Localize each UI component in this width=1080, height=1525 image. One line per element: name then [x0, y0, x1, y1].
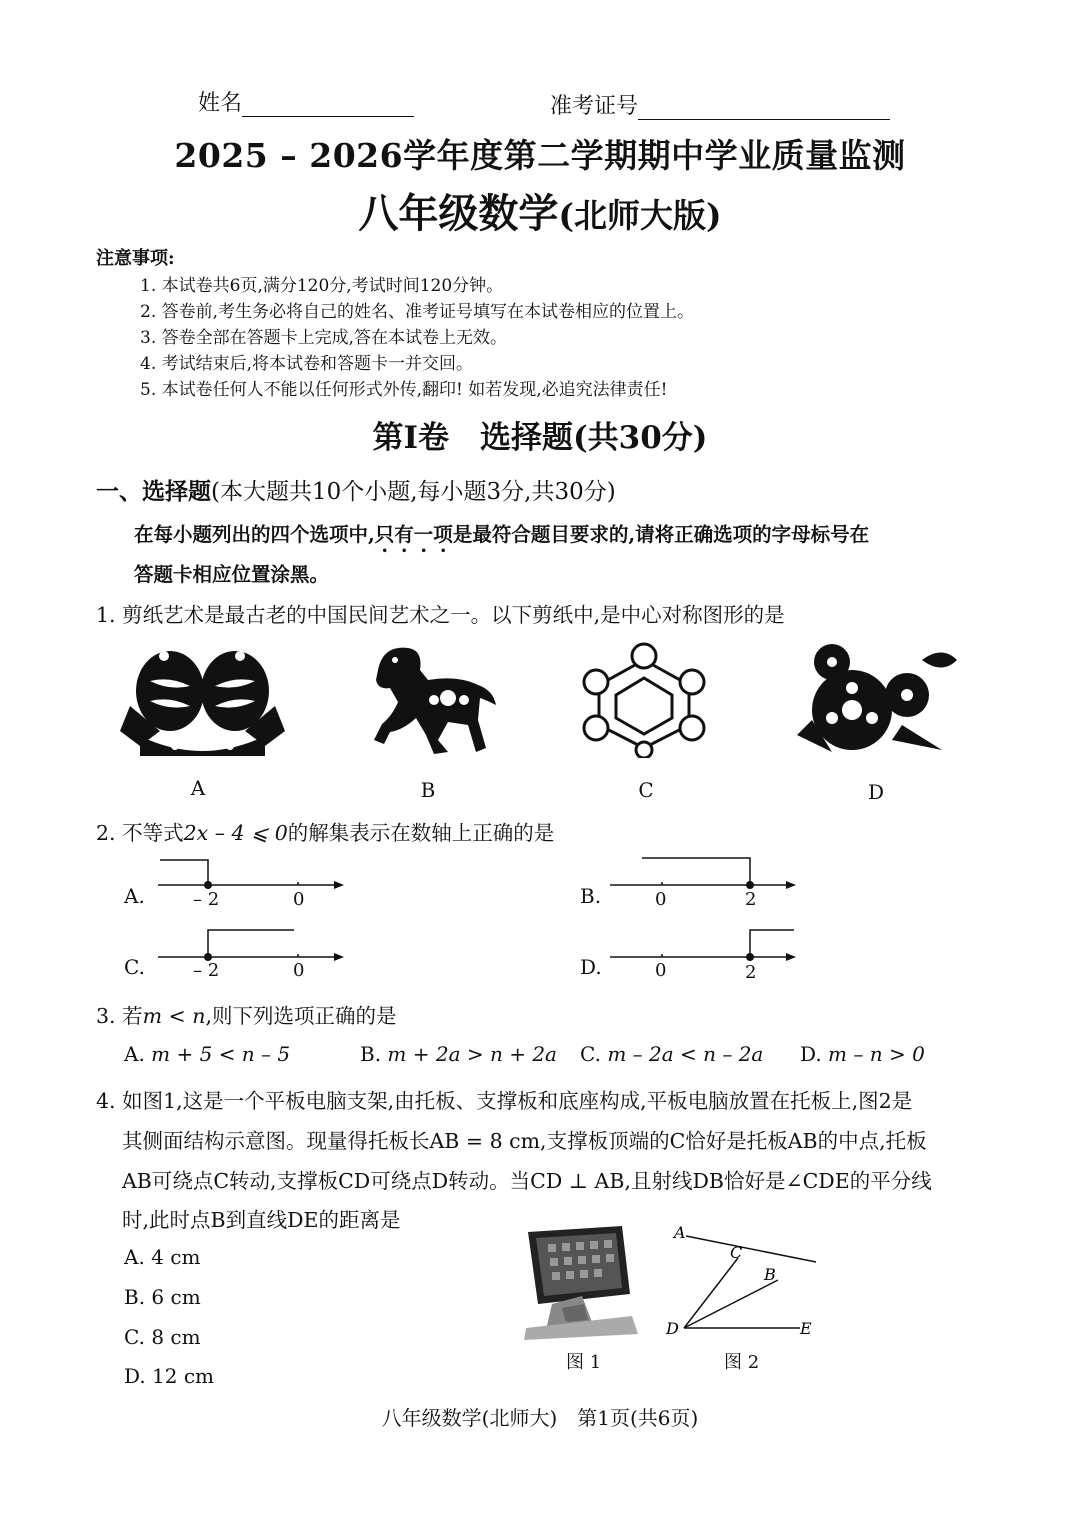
figure-2-caption: 图 2	[724, 1352, 760, 1373]
question-3-text	[96, 999, 396, 1029]
q2-option-a-label: A.	[124, 884, 145, 908]
q2-text-b: 的解集表示在数轴上正确的是	[287, 821, 555, 845]
number-line-b	[606, 852, 806, 914]
question-4-line-2: 其侧面结构示意图。现量得托板长AB = 8 cm,支撑板顶端的C恰好是托板AB的中点,托板	[122, 1129, 927, 1153]
q3-option-b-label: B.	[360, 1042, 382, 1066]
q3-option-c	[580, 1042, 763, 1066]
name-blank	[242, 94, 414, 117]
q2-option-b-label: B.	[580, 884, 602, 908]
number-line-d	[606, 922, 806, 984]
q2-option-d-label: D.	[580, 955, 602, 979]
papercut-flower-image	[792, 640, 960, 758]
q3-option-a-label: A.	[124, 1042, 145, 1066]
q3-option-d-label: D.	[800, 1042, 822, 1066]
q1-label-b: B	[420, 778, 436, 802]
notice-item-4: 4. 考试结束后,将本试卷和答题卡一并交回。	[140, 354, 474, 374]
number-line-a-tick-1: – 2	[193, 889, 220, 910]
page-footer: 八年级数学(北师大) 第1页(共6页)	[381, 1406, 699, 1430]
number-line-a	[150, 852, 350, 914]
papercut-fish-image	[120, 636, 285, 758]
q4-option-b	[124, 1285, 201, 1309]
q4-option-d	[124, 1364, 214, 1388]
q2-expr: 2x – 4 ⩽ 0	[183, 821, 288, 845]
part-title	[96, 473, 616, 506]
papercut-horse-image	[368, 640, 498, 758]
instruction-line-2: 答题卡相应位置涂黑。	[134, 563, 330, 586]
q3-text-b: ,则下列选项正确的是	[205, 1004, 397, 1028]
instruction-b: 是最符合题目要求的,请将正确选项的字母标号在	[452, 523, 870, 546]
q3-cond: m < n	[142, 1004, 206, 1028]
q1-label-c: C	[638, 778, 654, 802]
number-line-c	[150, 922, 350, 984]
q3-option-d-expr: m – n > 0	[828, 1042, 925, 1066]
q2-text-a: 2. 不等式	[96, 821, 184, 845]
q3-option-c-expr: m – 2a < n – 2a	[607, 1042, 764, 1066]
notice-item-3: 3. 答卷全部在答题卡上完成,答在本试卷上无效。	[140, 328, 508, 348]
q4-option-a	[124, 1245, 200, 1269]
q4-option-a-label: A.	[124, 1245, 145, 1269]
number-line-d-tick-2: 2	[745, 962, 757, 983]
q4-option-a-value: 4 cm	[151, 1245, 201, 1269]
point-c-label: C	[730, 1243, 743, 1262]
number-line-d-tick-1: 0	[655, 960, 667, 981]
question-2-text	[96, 816, 554, 846]
notice-heading: 注意事项:	[96, 248, 175, 269]
instruction-a: 在每小题列出的四个选项中,	[134, 523, 375, 546]
q2-option-c-label: C.	[124, 955, 145, 979]
notice-item-2: 2. 答卷前,考生务必将自己的姓名、准考证号填写在本试卷相应的位置上。	[140, 302, 695, 322]
point-b-label: B	[764, 1265, 776, 1284]
tablet-stand-photo	[522, 1222, 640, 1342]
part-label: 一、选择题	[96, 478, 211, 505]
section-title: 第Ⅰ卷 选择题(共30分)	[372, 420, 708, 456]
q4-option-c-value: 8 cm	[151, 1325, 201, 1349]
q4-option-d-value: 12 cm	[152, 1364, 215, 1388]
exam-title: 2025 – 2026学年度第二学期期中学业质量监测	[174, 136, 906, 175]
question-4-line-1: 4. 如图1,这是一个平板电脑支架,由托板、支撑板和底座构成,平板电脑放置在托板上,图2是	[96, 1089, 913, 1113]
number-line-c-tick-1: – 2	[193, 960, 220, 981]
exam-id-field	[550, 89, 890, 120]
q4-option-b-label: B.	[124, 1285, 146, 1309]
q4-option-c-label: C.	[124, 1325, 145, 1349]
subject-edition: (北师大版)	[558, 196, 722, 235]
geometry-diagram	[660, 1222, 820, 1346]
instruction-emphasis: 只有一项	[374, 523, 453, 546]
instruction-line-1	[134, 519, 869, 557]
q1-label-d: D	[867, 780, 885, 804]
q3-option-a	[124, 1042, 290, 1066]
notice-item-1: 1. 本试卷共6页,满分120分,考试时间120分钟。	[140, 276, 504, 296]
point-a-label: A	[674, 1223, 686, 1242]
number-line-b-tick-2: 2	[745, 889, 757, 910]
q4-option-d-label: D.	[124, 1364, 146, 1388]
exam-id-label: 准考证号	[550, 94, 639, 119]
q1-label-a: A	[190, 776, 206, 800]
subject-main: 八年级数学	[358, 190, 559, 237]
q3-option-d	[800, 1042, 925, 1066]
subject-title	[0, 182, 1080, 239]
exam-id-blank	[638, 97, 890, 120]
q4-option-b-value: 6 cm	[151, 1285, 201, 1309]
question-1-text: 1. 剪纸艺术是最古老的中国民间艺术之一。以下剪纸中,是中心对称图形的是	[96, 603, 785, 627]
number-line-a-tick-2: 0	[293, 889, 305, 910]
name-label: 姓名	[198, 91, 243, 116]
part-desc: (本大题共10个小题,每小题3分,共30分)	[211, 479, 616, 505]
notice-item-5: 5. 本试卷任何人不能以任何形式外传,翻印! 如若发现,必追究法律责任!	[140, 380, 668, 400]
point-e-label: E	[800, 1319, 812, 1338]
q3-option-b-expr: m + 2a > n + 2a	[387, 1042, 557, 1066]
number-line-b-tick-1: 0	[655, 889, 667, 910]
q4-option-c	[124, 1325, 201, 1349]
point-d-label: D	[666, 1319, 679, 1338]
q3-option-a-expr: m + 5 < n – 5	[151, 1042, 291, 1066]
number-line-c-tick-2: 0	[293, 960, 305, 981]
question-4-line-3: AB可绕点C转动,支撑板CD可绕点D转动。当CD ⊥ AB,且射线DB恰好是∠CDE的平分线	[122, 1169, 932, 1193]
question-4-line-4: 时,此时点B到直线DE的距离是	[122, 1208, 401, 1232]
q3-option-c-label: C.	[580, 1042, 601, 1066]
q3-option-b	[360, 1042, 557, 1066]
q3-text-a: 3. 若	[96, 1004, 143, 1028]
name-field	[198, 86, 414, 117]
papercut-snowflake-image	[577, 640, 712, 758]
figure-1-caption: 图 1	[566, 1352, 602, 1373]
